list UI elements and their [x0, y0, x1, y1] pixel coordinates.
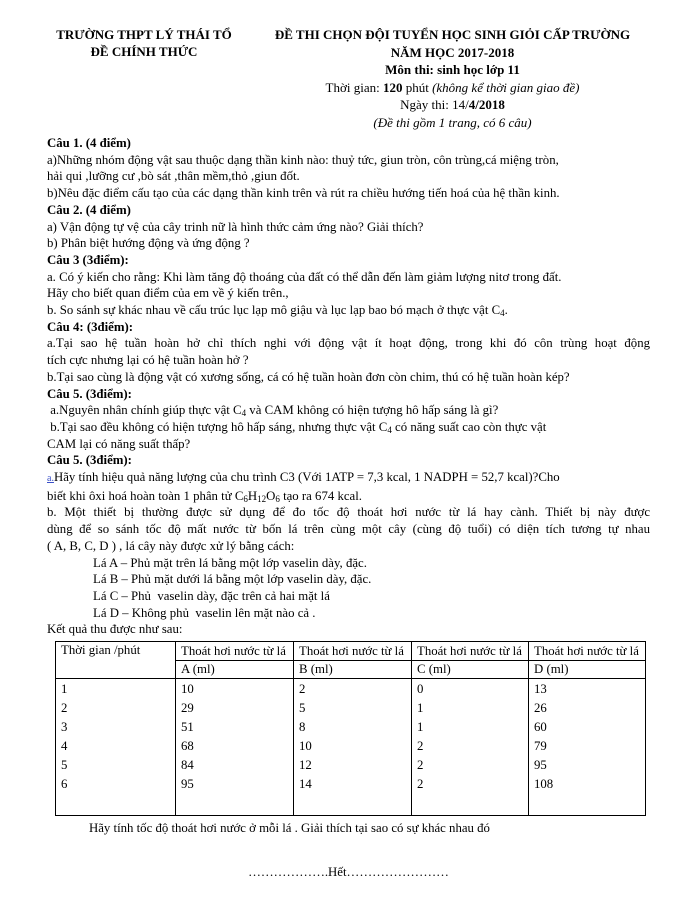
table-row	[56, 737, 646, 756]
table-cell: 26	[529, 699, 646, 718]
table-cell: 95	[176, 775, 294, 816]
text-segment: Câu 1. (4 điểm)	[47, 136, 131, 150]
table-cell: 95	[529, 756, 646, 775]
table-cell: 14	[294, 775, 412, 816]
text-segment: dùng để so sánh tốc độ mất nước từ bốn lá trên cùng một cây (cùng độ tuổi) có diện tích tương tự nhau	[47, 522, 650, 537]
table-subheader-c: C (ml)	[412, 661, 529, 679]
text-line	[47, 285, 650, 302]
time-value: 120	[382, 79, 403, 95]
table-cell: 79	[529, 737, 646, 756]
text-line	[47, 219, 650, 236]
link-marker[interactable]: a.	[47, 473, 54, 485]
table-header-time: Thời gian /phút	[56, 642, 176, 679]
time-suffix: phút	[402, 79, 433, 95]
date-line	[238, 96, 667, 114]
date-bold: 4/2018	[468, 97, 505, 112]
text-segment: 6	[243, 493, 248, 504]
text-segment: b. Một thiết bị thường được sử dụng để đo tốc độ thoát hơi nước từ lá hay cành. Thiết bị này được	[47, 505, 650, 520]
text-line	[47, 352, 650, 369]
table-cell: 5	[294, 699, 412, 718]
text-segment: 4	[387, 424, 392, 435]
text-line	[47, 469, 650, 488]
text-segment: 4	[241, 408, 247, 419]
text-line	[47, 235, 650, 252]
text-line	[47, 168, 650, 185]
text-segment: a.Tại sao hệ tuần hoàn hở chỉ thích nghi với động vật ít hoạt động, trong khi đó côn trùng hoạt động	[47, 336, 650, 351]
question-heading	[47, 135, 650, 152]
table-row	[56, 718, 646, 737]
text-segment: a. Có ý kiến cho rằng: Khi làm tăng độ thoáng của đất có thể dẫn đến làm giảm lượng nitơ trong đất.	[47, 269, 562, 284]
text-segment: hải qui ,lưỡng cư ,bò sát ,thân mềm,thỏ ,giun đốt.	[47, 169, 300, 184]
text-line	[93, 555, 650, 572]
text-segment: b) Phân biệt hướng động và ứng động ?	[47, 236, 250, 251]
text-segment: biết khi ôxi hoá hoàn toàn 1 phân tử C	[47, 488, 244, 503]
table-cell: 51	[176, 718, 294, 737]
text-segment: .	[504, 303, 508, 318]
table-cell: 29	[176, 699, 294, 718]
table-row	[56, 679, 646, 700]
table-cell: 1	[56, 679, 176, 700]
question-heading	[47, 452, 650, 469]
question-heading	[47, 202, 650, 219]
text-line	[93, 571, 650, 588]
text-segment: Lá B – Phủ mặt dưới lá bằng một lớp vaselin dày, đặc.	[93, 572, 372, 587]
time-note: (không kể thời gian giao đề)	[432, 79, 580, 95]
text-segment: và CAM không có hiện tượng hô hấp sáng là gì?	[246, 403, 499, 418]
text-line	[47, 335, 650, 352]
table-cell: 0	[412, 679, 529, 700]
text-line	[47, 621, 650, 638]
date-prefix: Ngày thi: 14/	[400, 97, 469, 112]
header-right-block	[238, 26, 667, 131]
table-cell: 108	[529, 775, 646, 816]
results-table-head	[56, 642, 646, 679]
body-lines	[47, 135, 650, 638]
text-segment: 12	[257, 493, 267, 504]
text-segment: CAM lại có năng suất thấp?	[47, 436, 191, 451]
table-cell: 8	[294, 718, 412, 737]
pages-note: (Đề thi gồm 1 trang, có 6 câu)	[373, 114, 532, 130]
text-line	[47, 369, 650, 386]
text-segment: Kết quả thu được như sau:	[47, 622, 183, 637]
text-segment: Câu 3 (3điểm):	[47, 252, 129, 267]
table-cell: 1	[412, 699, 529, 718]
table-cell: 10	[294, 737, 412, 756]
table-cell: 13	[529, 679, 646, 700]
text-segment: có năng suất cao còn thực vật	[391, 419, 547, 434]
text-segment: Câu 2. (4 điểm)	[47, 202, 131, 217]
text-line	[93, 605, 650, 622]
table-header-col-c: Thoát hơi nước từ lá	[412, 642, 529, 661]
text-segment: a.Nguyên nhân chính giúp thực vật C	[47, 403, 242, 418]
table-cell: 2	[412, 737, 529, 756]
text-line	[47, 402, 650, 419]
table-cell: 2	[412, 756, 529, 775]
table-header-col-d: Thoát hơi nước từ lá	[529, 642, 646, 661]
text-segment: b)Nêu đặc điểm cấu tạo của các dạng thần kinh trên và rút ra chiều hướng tiến hoá của hệ thần kinh.	[47, 186, 560, 201]
header-left-block	[50, 26, 238, 60]
time-prefix: Thời gian:	[325, 79, 383, 95]
text-segment: Câu 5. (3điểm):	[47, 453, 132, 468]
text-line	[47, 302, 650, 319]
text-segment: Câu 4: (3điểm):	[47, 319, 134, 334]
text-segment: Lá A – Phủ mặt trên lá bằng một lớp vaselin dày, đặc.	[93, 555, 367, 570]
text-line	[47, 504, 650, 521]
question-heading	[47, 252, 650, 269]
exam-title-line1: ĐỀ THI CHỌN ĐỘI TUYỂN HỌC SINH GIỎI CẤP TRƯỜNG	[274, 27, 631, 42]
text-line	[47, 488, 650, 505]
text-segment: Hãy tính hiệu quả năng lượng của chu trình C3 (Với 1ATP = 7,3 kcal, 1 NADPH = 52,7 kcal)?Cho	[53, 470, 560, 485]
text-line	[93, 588, 650, 605]
question-heading	[47, 319, 650, 336]
time-line	[238, 79, 667, 97]
table-cell: 5	[56, 756, 176, 775]
school-name: TRƯỜNG THPT LÝ THÁI TỔ	[56, 27, 232, 42]
table-row	[56, 775, 646, 816]
text-segment: Câu 5. (3điểm):	[47, 386, 132, 401]
question-heading	[47, 386, 650, 403]
table-subheader-a: A (ml)	[176, 661, 294, 679]
results-table-body	[56, 679, 646, 816]
text-segment: H	[247, 488, 258, 503]
text-segment: tích cực nhưng lại có hệ tuần hoàn hở ?	[47, 353, 249, 368]
text-segment: O	[266, 488, 276, 503]
table-cell: 12	[294, 756, 412, 775]
text-segment: Lá C – Phủ vaselin dày, đặc trên cả hai mặt lá	[93, 588, 330, 603]
text-segment: ( A, B, C, D ) , lá cây này được xử lý bằng cách:	[47, 538, 295, 553]
table-subheader-d: D (ml)	[529, 661, 646, 679]
exam-type-label: ĐỀ CHÍNH THỨC	[90, 44, 198, 59]
results-table	[55, 641, 646, 816]
table-subheader-b: B (ml)	[294, 661, 412, 679]
text-line	[47, 538, 650, 555]
table-cell: 3	[56, 718, 176, 737]
table-cell: 1	[412, 718, 529, 737]
text-segment: 4	[500, 308, 505, 319]
text-line	[47, 269, 650, 286]
table-cell: 10	[176, 679, 294, 700]
text-segment: a)Những nhóm động vật sau thuộc dạng thần kinh nào: thuỷ tức, giun tròn, côn trùng,cá miệng tròn,	[47, 152, 559, 167]
text-segment: Hãy cho biết quan điểm của em về ý kiến trên.,	[47, 286, 289, 301]
table-row	[56, 756, 646, 775]
end-marker: ……………….Hết……………………	[248, 865, 449, 880]
table-header-row	[56, 642, 646, 661]
table-cell: 2	[412, 775, 529, 816]
table-cell: 4	[56, 737, 176, 756]
table-cell: 60	[529, 718, 646, 737]
exam-header	[0, 26, 697, 131]
subject-line: Môn thi: sinh học lớp 11	[385, 62, 520, 77]
text-segment: a) Vận động tự vệ của cây trinh nữ là hình thức cảm ứng nào? Giải thích?	[47, 219, 424, 234]
text-segment: tạo ra 674 kcal.	[279, 488, 362, 503]
text-line	[47, 185, 650, 202]
table-cell: 84	[176, 756, 294, 775]
text-segment: b.Tại sao đều không có hiện tượng hô hấp sáng, nhưng thực vật C	[47, 419, 388, 434]
text-segment: 6	[275, 493, 280, 504]
table-header-col-a: Thoát hơi nước từ lá	[176, 642, 294, 661]
text-segment: b.Tại sao cùng là động vật có xương sống, cá có hệ tuần hoàn đơn còn chim, thú có hệ tuần hoàn kép?	[47, 369, 570, 384]
table-cell: 68	[176, 737, 294, 756]
text-line	[47, 419, 650, 436]
table-cell: 2	[294, 679, 412, 700]
table-cell: 6	[56, 775, 176, 816]
table-cell: 2	[56, 699, 176, 718]
text-line	[47, 152, 650, 169]
text-line	[47, 521, 650, 538]
text-segment: Lá D – Không phủ vaselin lên mặt nào cả .	[93, 605, 316, 620]
final-question: Hãy tính tốc độ thoát hơi nước ở mỗi lá . Giải thích tại sao có sự khác nhau đó	[89, 821, 490, 836]
exam-title-line2: NĂM HỌC 2017-2018	[390, 44, 515, 60]
text-line	[47, 436, 650, 453]
text-segment: b. So sánh sự khác nhau về cấu trúc lục lạp mô giậu và lục lạp bao bó mạch ở thực vật C	[47, 303, 501, 318]
table-row	[56, 699, 646, 718]
table-header-col-b: Thoát hơi nước từ lá	[294, 642, 412, 661]
